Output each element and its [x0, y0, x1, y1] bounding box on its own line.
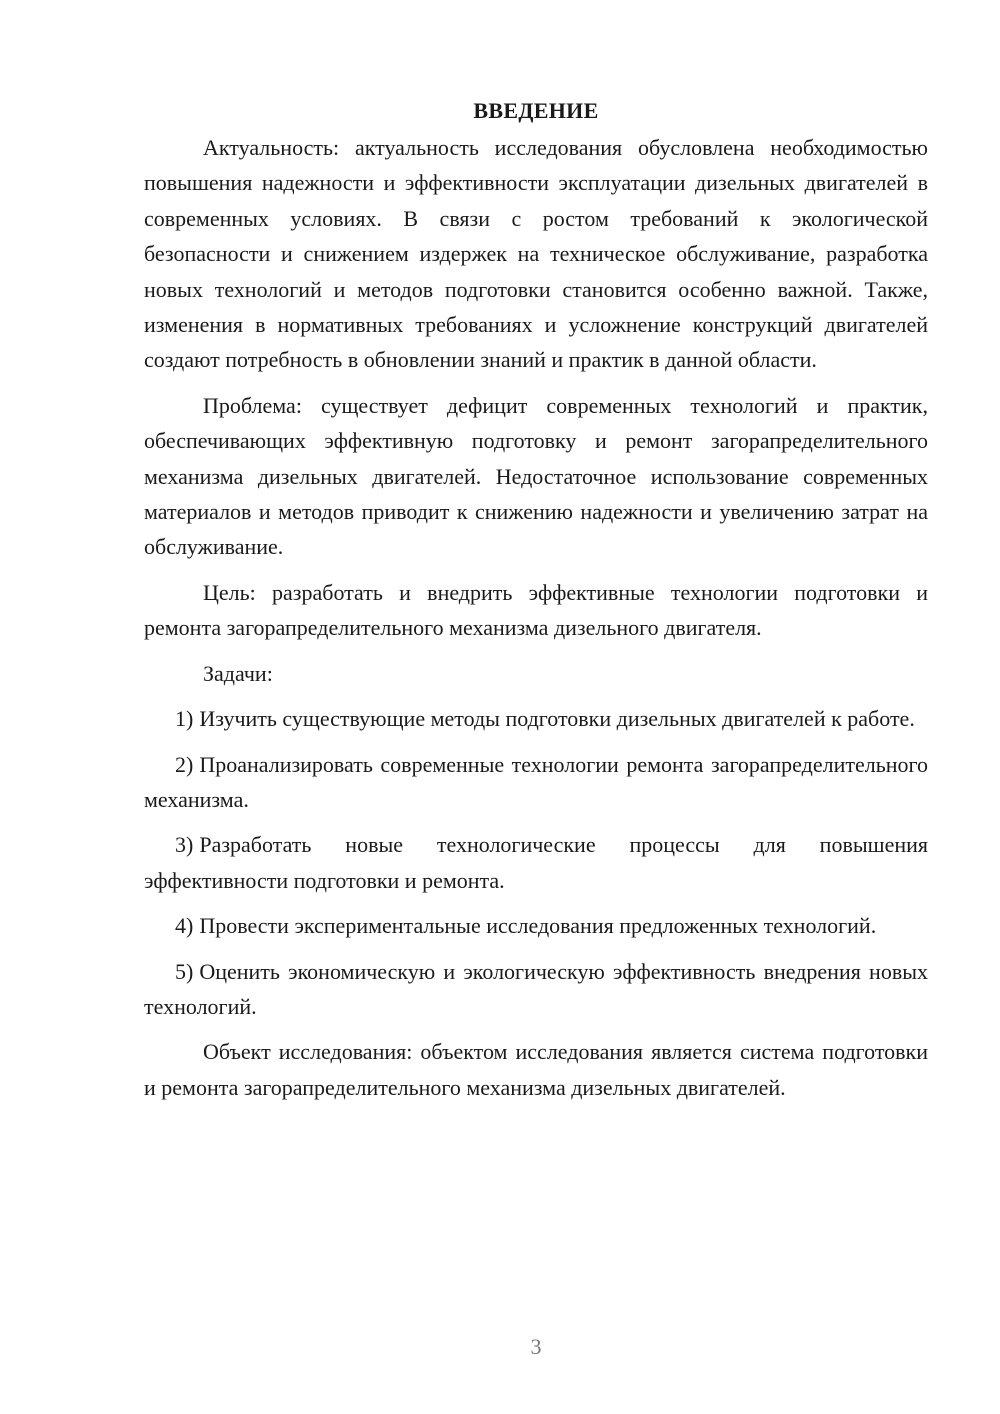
task-text: Разработать новые технологические процессы для повышения эффективности подготовки и ремонта.	[144, 832, 928, 893]
task-number: 3)	[175, 832, 194, 858]
task-text: Изучить существующие методы подготовки дизельных двигателей к работе.	[199, 706, 915, 732]
paragraph-relevance: Актуальность: актуальность исследования обусловлена необходимостью повышения надежности и эффективности эксплуатации дизельных двигателей в современных условиях. В связи с ростом требований к экологической безопасности и снижением издержек на техническое обслуживание, разработка новых технологий и методов подготовки становится особенно важной. Также, изменения в нормативных требованиях и усложнение конструкций двигателей создают потребность в обновлении знаний и практик в данной области.	[144, 135, 928, 373]
paragraph-goal: Цель: разработать и внедрить эффективные технологии подготовки и ремонта загорапределительного механизма дизельного двигателя.	[144, 579, 928, 641]
task-item-2	[144, 747, 928, 818]
tasks-list	[144, 701, 928, 1024]
task-text: Проанализировать современные технологии ремонта загорапределительного механизма.	[144, 751, 928, 812]
task-number: 5)	[175, 958, 194, 984]
paragraph-object: Объект исследования: объектом исследования является система подготовки и ремонта загорапределительного механизма дизельных двигателей.	[144, 1039, 928, 1100]
task-item-3	[144, 827, 928, 898]
page-content	[144, 94, 928, 1115]
tasks-label: Задачи:	[203, 660, 273, 686]
task-number: 2)	[175, 751, 194, 777]
task-item-5	[144, 954, 928, 1025]
task-text: Провести экспериментальные исследования предложенных технологий.	[199, 913, 877, 939]
task-text: Оценить экономическую и экологическую эффективность внедрения новых технологий.	[144, 958, 928, 1019]
section-heading: ВВЕДЕНИЕ	[473, 98, 599, 123]
page-number: 3	[530, 1334, 542, 1359]
paragraph-problem: Проблема: существует дефицит современных технологий и практик, обеспечивающих эффективную подготовку и ремонт загорапределительного механизма дизельных двигателей. Недостаточное использование современных материалов и методов приводит к снижению надежности и увеличению затрат на обслуживание.	[144, 392, 928, 560]
task-item-1	[144, 701, 928, 736]
task-item-4	[144, 908, 928, 943]
task-number: 4)	[175, 913, 194, 939]
task-number: 1)	[175, 706, 194, 732]
